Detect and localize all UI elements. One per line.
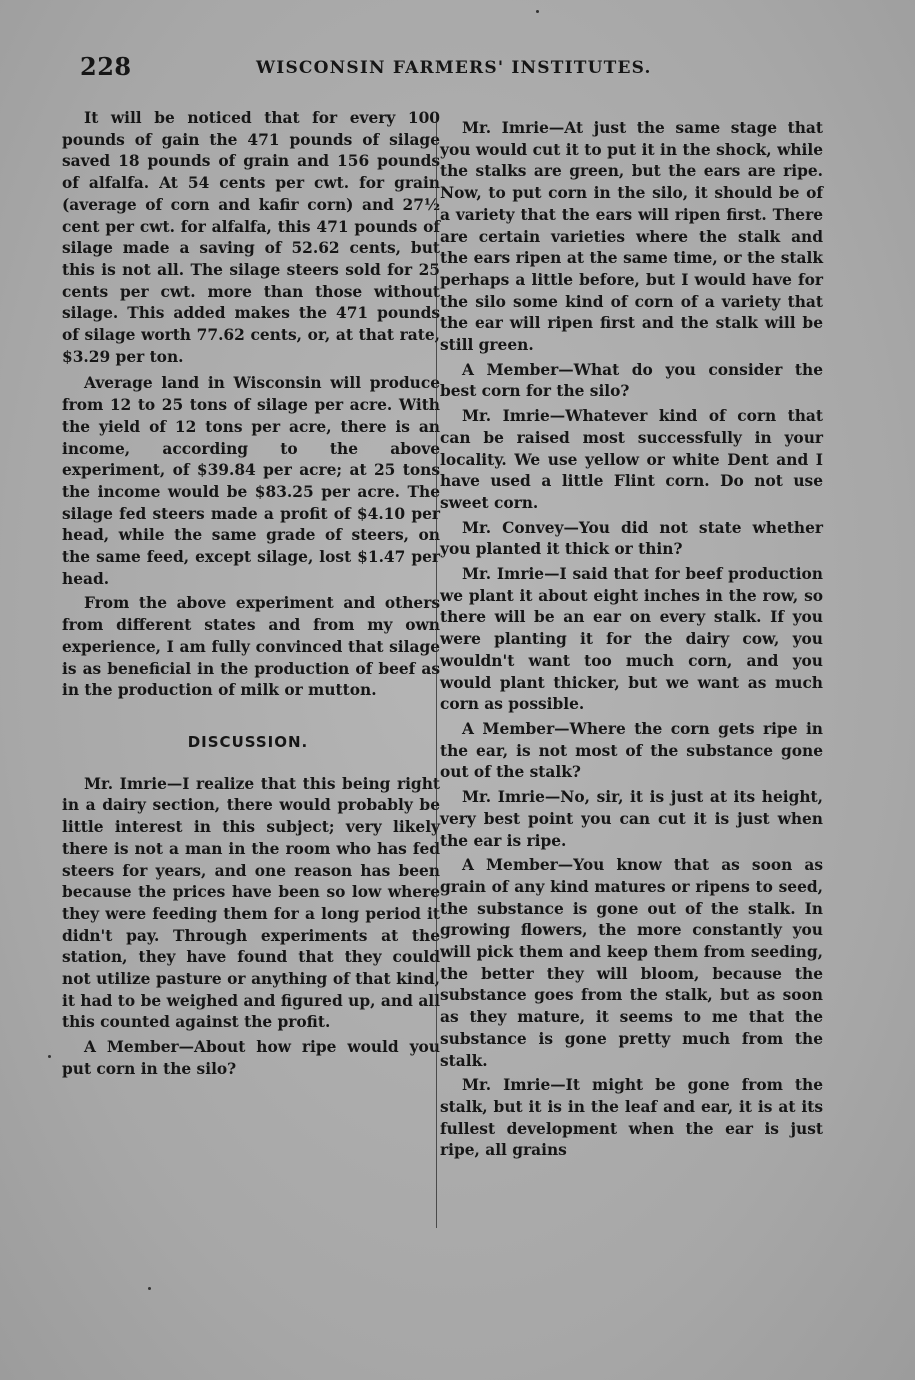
paragraph: Average land in Wisconsin will produce from 12 to 25 tons of silage per acre. With the yield of 12 tons per acre, there is an income, according to the above experiment, of $39.84 per acre; at 25 tons the income would be $83.25 per acre. The silage fed steers made a profit of $4.10 per head, while the same grade of steers, on the same feed, except silage, lost $1.47 per head. bbox=[62, 374, 440, 588]
paragraph: Mr. Imrie—At just the same stage that you would cut it to put it in the shock, while the stalks are green, but the ears are ripe. Now, to put corn in the silo, it should be of a variety that the ears will ripen first. There are certain varieties where the stalk and the ears ripen at the same time, or the stalk perhaps a little before, but I would have for the silo some kind of corn of a variety that the ear will ripen first and the stalk will be still green. bbox=[440, 119, 823, 355]
ink-speck bbox=[148, 1287, 151, 1290]
page-number: 228 bbox=[80, 52, 132, 81]
paragraph: A Member—What do you consider the best corn for the silo? bbox=[440, 360, 823, 401]
paragraph: Mr. Convey—You did not state whether you planted it thick or thin? bbox=[440, 518, 823, 559]
paragraph: It will be noticed that for every 100 pounds of gain the 471 pounds of silage saved 18 pounds of grain and 156 pounds of alfalfa. At 54 cents per cwt. for grain (average of corn and kafir corn) and 27½ cent per cwt. for alfalfa, this 471 pounds of silage made a saving of 52.62 cents, but this is not all. The silage steers sold for 25 cents per cwt. more than those without silage. This added makes the 471 pounds of silage worth 77.62 cents, or, at that rate, $3.29 per ton. bbox=[62, 109, 440, 366]
paragraph: Mr. Imrie—It might be gone from the stalk, but it is in the leaf and ear, it is at its fullest development when the ear is just ripe, all grains bbox=[440, 1076, 823, 1160]
ink-speck bbox=[536, 10, 539, 13]
page-header bbox=[80, 52, 660, 92]
paragraph: A Member—About how ripe would you put corn in the silo? bbox=[62, 1038, 440, 1078]
running-head: WISCONSIN FARMERS' INSTITUTES. bbox=[256, 58, 652, 78]
ink-speck bbox=[48, 1055, 51, 1058]
paragraph: Mr. Imrie—No, sir, it is just at its height, very best point you can cut it is just when the ear is ripe. bbox=[440, 788, 823, 850]
paragraph: A Member—You know that as soon as grain of any kind matures or ripens to seed, the substance is gone out of the stalk. In growing flowers, the more constantly you will pick them and keep them from seeding, the better they will bloom, because the substance goes from the stalk, but as soon as they mature, it seems to me that the substance is gone pretty much from the stalk. bbox=[440, 856, 823, 1070]
paragraph: Mr. Imrie—I said that for beef production we plant it about eight inches in the row, so there will be an ear on every stalk. If you were planting it for the dairy cow, you wouldn't want too much corn, and you would plant thicker, but we want as much corn as possible. bbox=[440, 565, 823, 714]
right-column bbox=[440, 118, 823, 1162]
paragraph: Mr. Imrie—I realize that this being right in a dairy section, there would probably be little interest in this subject; very likely there is not a man in the room who has fed steers for years, and one reason has been because the prices have been so low where they were feeding them for a long period it didn't pay. Through experiments at the station, they have found that they could not utilize pasture or anything of that kind, it had to be weighed and figured up, and all this counted against the profit. bbox=[62, 774, 440, 1032]
paragraph: From the above experiment and others from different states and from my own experience, I am fully convinced that silage is as beneficial in the production of beef as in the production of milk or mutton. bbox=[62, 594, 440, 700]
paragraph: A Member—Where the corn gets ripe in the ear, is not most of the substance gone out of the stalk? bbox=[440, 719, 823, 782]
paragraph: Mr. Imrie—Whatever kind of corn that can be raised most successfully in your locality. We use yellow or white Dent and I have used a little Flint corn. Do not use sweet corn. bbox=[440, 407, 823, 512]
column-divider bbox=[436, 118, 437, 1228]
section-heading: DISCUSSION. bbox=[187, 732, 309, 751]
left-column bbox=[62, 108, 440, 1084]
